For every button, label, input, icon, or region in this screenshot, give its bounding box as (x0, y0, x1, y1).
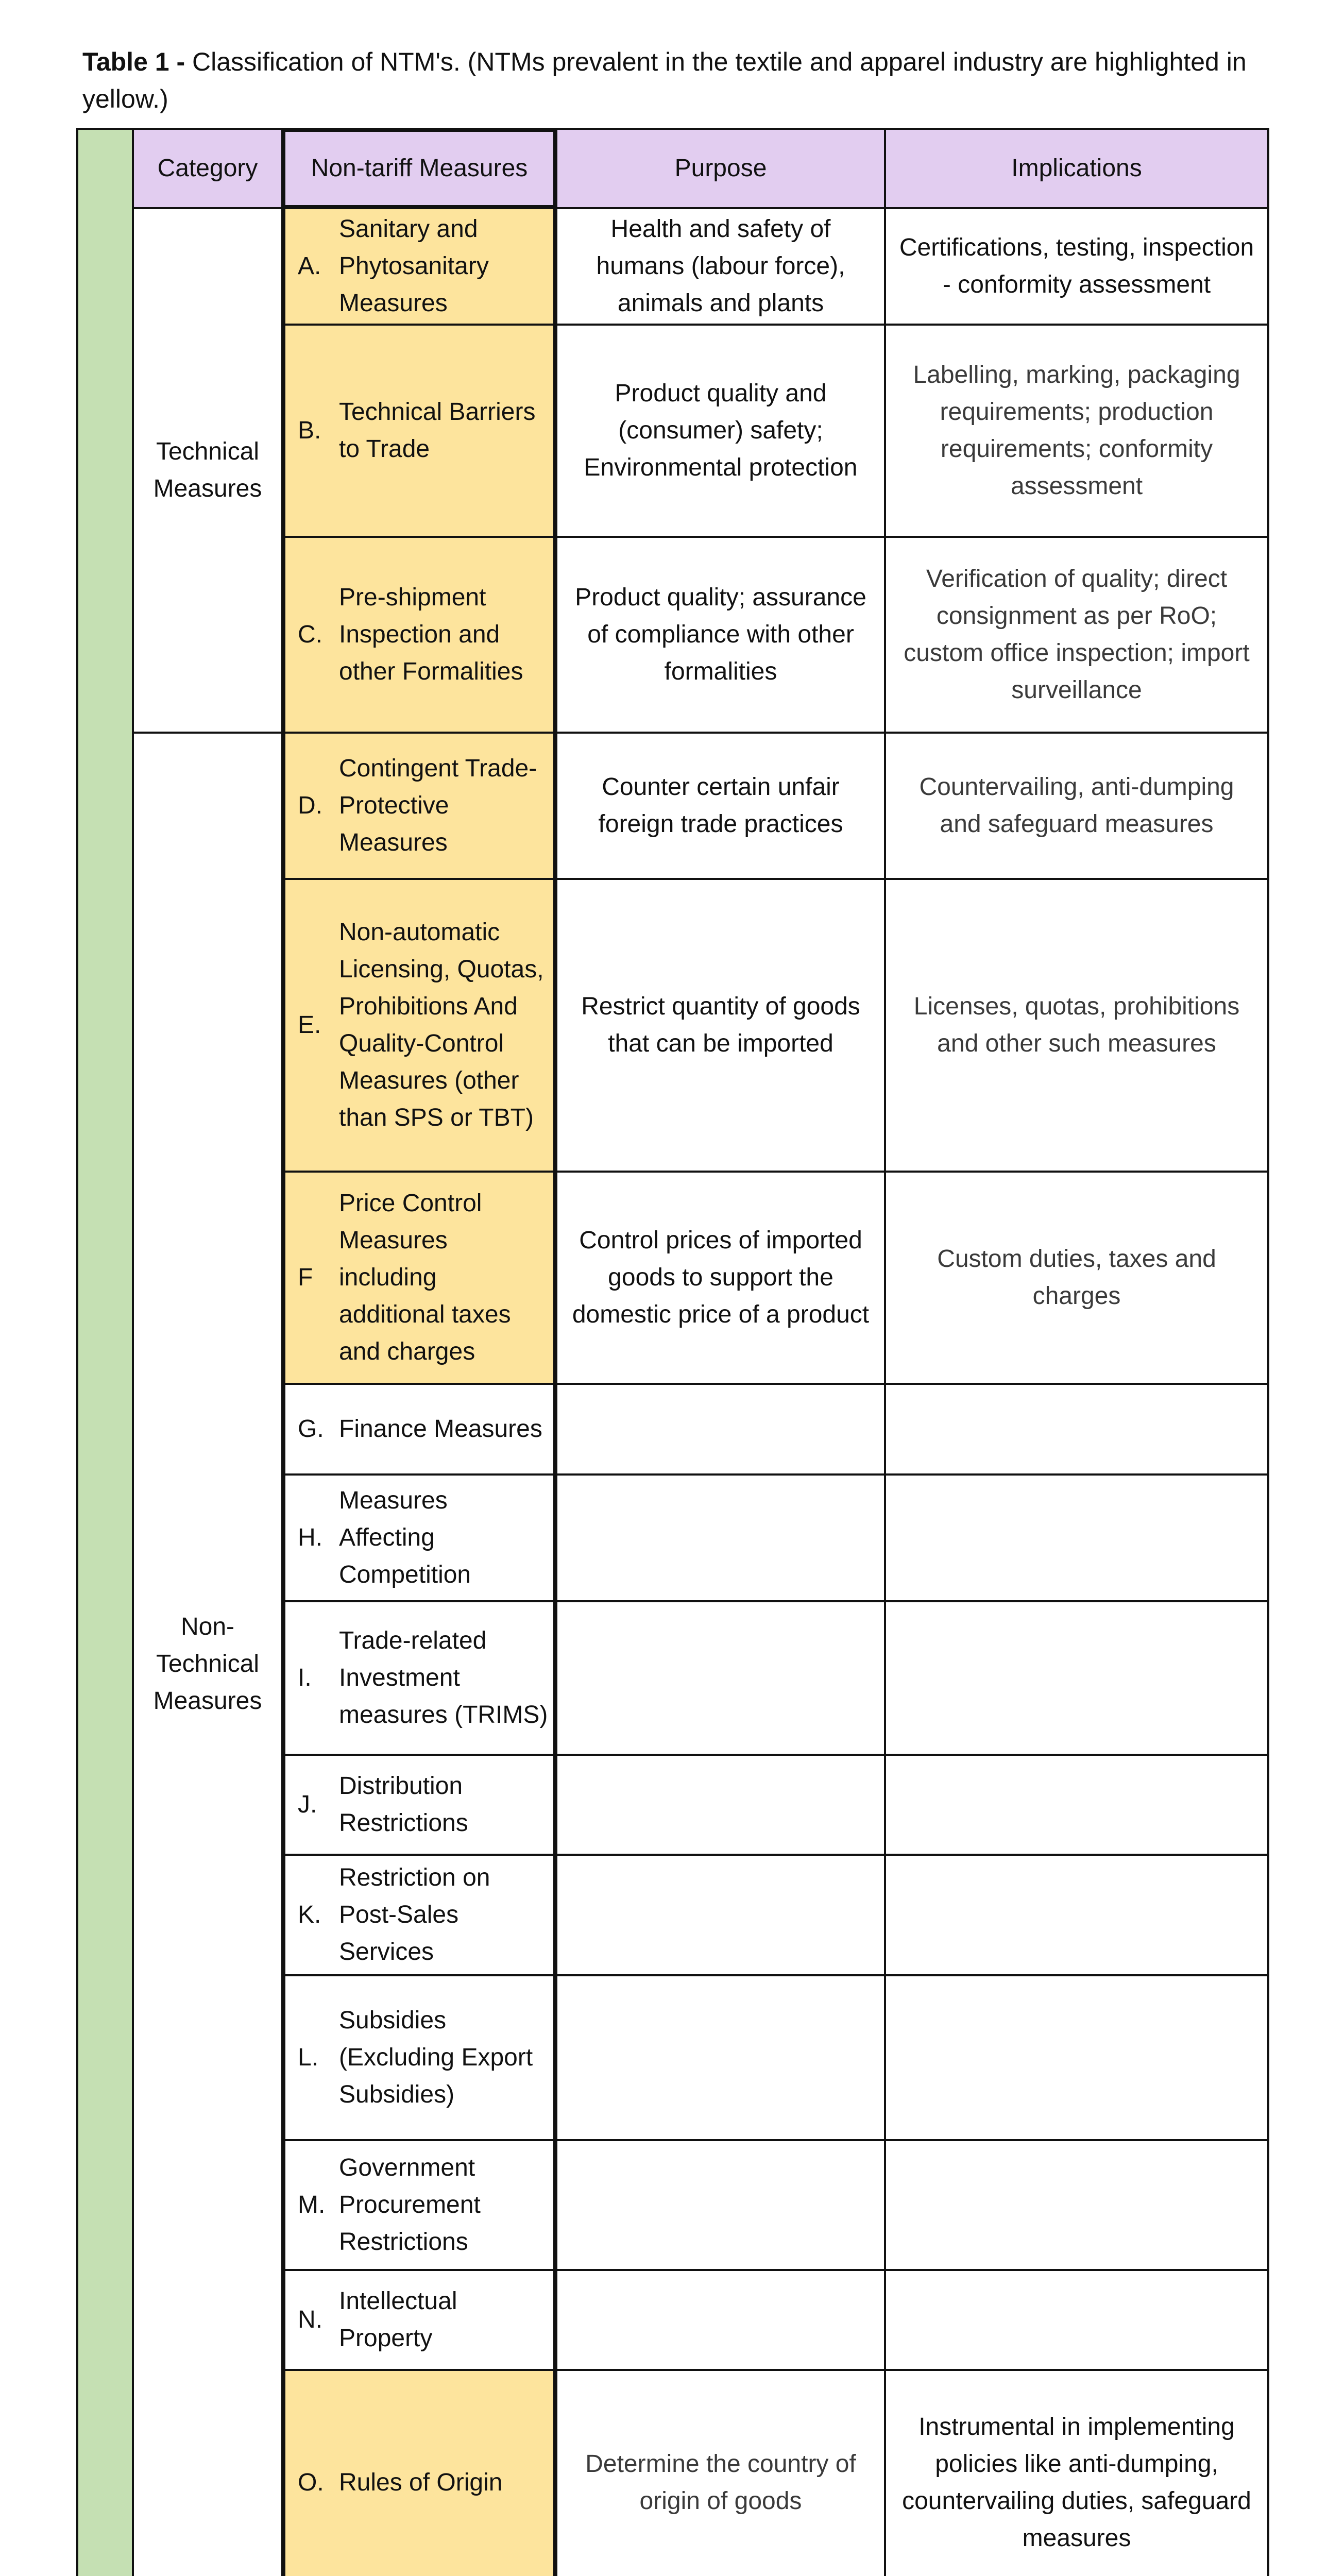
import-measures-band (76, 128, 134, 2576)
purpose-text: Counter certain unfair foreign trade practices (598, 773, 843, 838)
implications-cell (884, 2139, 1269, 2271)
ntm-cell (281, 207, 557, 326)
ntm-cell (281, 2139, 557, 2271)
ntm-cell (281, 732, 557, 880)
header-implications-label: Implications (1011, 155, 1142, 182)
ntm-letter: F (298, 1264, 313, 1291)
ntm-measure-name: Rules of Origin (339, 2469, 503, 2496)
implications-text: Countervailing, anti-dumping and safeguard measures (919, 773, 1234, 838)
ntm-letter: M. (298, 2191, 326, 2218)
implications-text: Instrumental in implementing policies like anti-dumping, countervailing duties, safeguard measures (902, 2413, 1251, 2552)
ntm-measure-name: Measures Affecting Competition (339, 1487, 471, 1588)
header-implications (884, 128, 1269, 209)
ntm-cell (281, 324, 557, 538)
purpose-cell (555, 207, 886, 326)
purpose-cell (555, 2369, 886, 2576)
purpose-cell (555, 324, 886, 538)
ntm-cell (281, 1974, 557, 2141)
ntm-measure-name: Technical Barriers to Trade (339, 398, 536, 463)
ntm-measure-name: Finance Measures (339, 1415, 542, 1443)
header-ntm (281, 128, 557, 209)
ntm-measure-name: Sanitary and Phytosanitary Measures (339, 215, 489, 317)
ntm-letter: C. (298, 621, 322, 648)
purpose-text: Control prices of imported goods to support the domestic price of a product (572, 1227, 870, 1328)
ntm-cell (281, 2269, 557, 2371)
implications-cell (884, 2269, 1269, 2371)
purpose-text: Product quality and (consumer) safety; Environmental protection (584, 380, 858, 481)
purpose-cell (555, 2269, 886, 2371)
purpose-text: Health and safety of humans (labour force), animals and plants (596, 215, 845, 317)
header-category-label: Category (157, 155, 258, 182)
purpose-text: Determine the country of origin of goods (585, 2450, 856, 2515)
ntm-measure-name: Pre-shipment Inspection and other Formalities (339, 584, 523, 685)
ntm-letter: L. (298, 2044, 319, 2071)
ntm-cell (281, 2369, 557, 2576)
purpose-cell (555, 1600, 886, 1756)
ntm-cell (281, 1754, 557, 1856)
implications-cell (884, 732, 1269, 880)
implications-cell (884, 1383, 1269, 1476)
ntm-letter: N. (298, 2306, 322, 2333)
ntm-cell (281, 1600, 557, 1756)
purpose-text: Restrict quantity of goods that can be imported (581, 993, 860, 1057)
implications-cell (884, 324, 1269, 538)
implications-text: Custom duties, taxes and charges (937, 1245, 1216, 1310)
purpose-cell (555, 2139, 886, 2271)
ntm-measure-name: Restriction on Post-Sales Services (339, 1864, 490, 1965)
category-non-technical-measures (132, 732, 283, 2576)
header-purpose (555, 128, 886, 209)
ntm-letter: B. (298, 417, 321, 444)
purpose-cell (555, 1854, 886, 1976)
ntm-letter: A. (298, 252, 321, 280)
ntm-cell (281, 878, 557, 1173)
header-ntm-label: Non-tariff Measures (311, 155, 528, 182)
header-category (132, 128, 283, 209)
ntm-letter: D. (298, 792, 322, 819)
ntm-cell (281, 1473, 557, 1602)
ntm-letter: H. (298, 1524, 322, 1551)
purpose-cell (555, 1974, 886, 2141)
ntm-letter: I. (298, 1664, 312, 1691)
implications-cell (884, 536, 1269, 734)
category-non-technical-label: Non-Technical Measures (153, 1613, 262, 1715)
purpose-cell (555, 1171, 886, 1385)
ntm-letter: K. (298, 1901, 321, 1928)
header-purpose-label: Purpose (674, 155, 767, 182)
ntm-measure-name: Government Procurement Restrictions (339, 2154, 481, 2256)
implications-cell (884, 1854, 1269, 1976)
implications-text: Labelling, marking, packaging requirements; production requirements; conformity assessment (913, 361, 1240, 500)
implications-text: Verification of quality; direct consignment as per RoO; custom office inspection; import surveillance (904, 565, 1250, 704)
ntm-measure-name: Intellectual Property (339, 2287, 457, 2352)
implications-cell (884, 878, 1269, 1173)
implications-text: Licenses, quotas, prohibitions and other such measures (913, 993, 1240, 1057)
implications-text: Certifications, testing, inspection - conformity assessment (899, 234, 1254, 298)
purpose-cell (555, 1754, 886, 1856)
purpose-cell (555, 878, 886, 1173)
ntm-measure-name: Subsidies (Excluding Export Subsidies) (339, 2007, 533, 2108)
ntm-letter: E. (298, 1011, 321, 1039)
ntm-cell (281, 536, 557, 734)
purpose-cell (555, 536, 886, 734)
ntm-measure-name: Trade-related Investment measures (TRIMS) (339, 1627, 548, 1728)
category-technical-label: Technical Measures (153, 438, 262, 502)
caption-label: Table 1 - (82, 47, 185, 76)
ntm-measure-name: Distribution Restrictions (339, 1772, 468, 1837)
implications-cell (884, 1473, 1269, 1602)
ntm-cell (281, 1171, 557, 1385)
implications-cell (884, 207, 1269, 326)
ntm-measure-name: Contingent Trade-Protective Measures (339, 755, 537, 856)
ntm-measure-name: Price Control Measures including additional taxes and charges (339, 1190, 511, 1365)
ntm-letter: O. (298, 2469, 324, 2496)
ntm-cell (281, 1383, 557, 1476)
purpose-cell (555, 1383, 886, 1476)
purpose-cell (555, 1473, 886, 1602)
ntm-letter: G. (298, 1415, 324, 1443)
purpose-text: Product quality; assurance of compliance with other formalities (575, 584, 866, 685)
implications-cell (884, 1754, 1269, 1856)
implications-cell (884, 2369, 1269, 2576)
implications-cell (884, 1974, 1269, 2141)
purpose-cell (555, 732, 886, 880)
implications-cell (884, 1600, 1269, 1756)
category-technical-measures (132, 207, 283, 734)
ntm-cell (281, 1854, 557, 1976)
ntm-letter: J. (298, 1791, 317, 1818)
caption-text: Classification of NTM's. (NTMs prevalent in the textile and apparel industry are highlighted in yellow.) (82, 47, 1247, 113)
table-caption (82, 43, 1267, 117)
ntm-measure-name: Non-automatic Licensing, Quotas, Prohibitions And Quality-Control Measures (other than SPS or TBT) (339, 919, 544, 1131)
implications-cell (884, 1171, 1269, 1385)
